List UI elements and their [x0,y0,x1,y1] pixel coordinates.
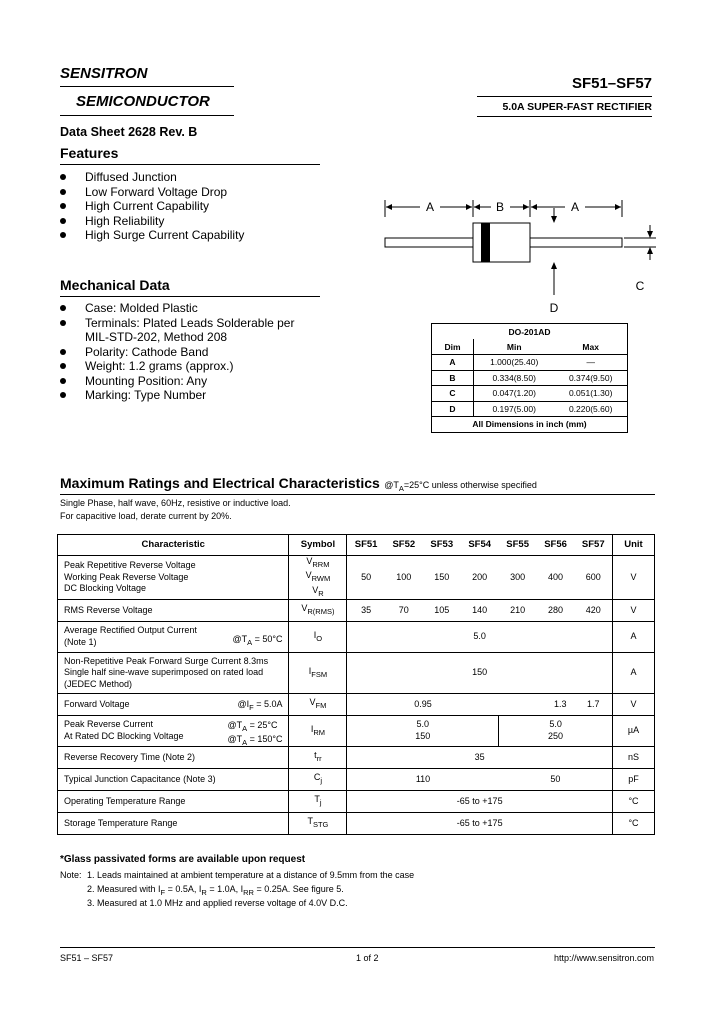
characteristic: Peak Reverse Current [64,719,154,730]
table-cell: 400 [537,556,575,600]
list-item: High Reliability [59,214,244,229]
note-text: @T [384,480,399,490]
table-cell: 50 [499,768,613,790]
ratings-line1: Single Phase, half wave, 60Hz, resistive or inductive load. [60,498,291,508]
symbol: V [312,584,319,595]
symbol: I [310,723,314,734]
characteristic: Single half sine-wave superimposed on rated load [64,667,264,678]
cond-rest: = 25°C [247,719,278,730]
cond-rest: = 150°C [247,734,283,745]
list-item: Marking: Type Number [59,388,294,403]
table-cell: µA [612,715,654,746]
ratings-table [57,534,655,835]
table-cell: A [612,621,654,652]
table-cell: C [432,386,474,402]
table-row [58,652,655,693]
table-cell: 5.0 [347,621,613,652]
value: 150 [415,730,431,741]
table-cell: 105 [423,599,461,621]
glass-note: *Glass passivated forms are available upon request [60,854,306,865]
table-cell: -65 to +175 [347,790,613,812]
table-row [58,812,655,834]
table-cell: 1.000(25.40) [474,355,555,371]
features-list [59,170,244,243]
characteristic: Reverse Recovery Time (Note 2) [58,746,289,768]
note-rest: =25°C unless otherwise specified [403,480,537,490]
table-cell: A [612,652,654,693]
dimensions-footer: All Dimensions in inch (mm) [432,417,628,433]
header-rule-right-2 [477,116,652,117]
header-rule-left-1 [60,86,234,87]
symbol: T [314,794,320,805]
table-cell [289,746,347,768]
table-cell: 70 [385,599,423,621]
list-item-text: Terminals: Plated Leads Solderable per [85,315,295,330]
table-cell: 0.047(1.20) [474,386,555,402]
list-item: Diffused Junction [59,170,244,185]
table-cell: 200 [461,556,499,600]
symbol: I [313,629,317,640]
table-row [58,621,655,652]
dim-label-c: C [635,279,645,293]
dim-label-b: B [495,200,505,214]
table-row [432,370,628,386]
mechanical-rule [60,296,320,297]
symbol: V [309,697,316,708]
table-cell: nS [612,746,654,768]
symbol: V [301,603,308,614]
symbol-sub: j [320,776,323,786]
symbol: C [313,772,321,783]
table-cell: pF [612,768,654,790]
cond-sub: A [242,737,248,747]
characteristic: Working Peak Reverse Voltage [64,571,189,582]
characteristic: Operating Temperature Range [58,790,289,812]
table-cell: 0.334(8.50) [474,370,555,386]
table-cell: 35 [347,599,385,621]
table-row [58,556,655,600]
symbol: I [308,665,312,676]
table-cell: 1.3 [499,693,575,715]
table-cell: A [432,355,474,371]
header-rule-right-1 [477,96,652,97]
cond-rest: = 50°C [252,633,283,644]
table-header: SF54 [468,539,492,551]
cond-sub: A [247,637,253,647]
note-2 [87,884,344,897]
table-cell: 600 [575,556,613,600]
characteristic: Average Rectified Output Current [64,625,197,636]
list-item: Mounting Position: Any [59,374,294,389]
symbol-sub: j [319,798,322,808]
table-cell [289,621,347,652]
characteristic: Non-Repetitive Peak Forward Surge Current 8.3ms [64,655,269,666]
table-header: SF53 [430,539,454,551]
cond-sub: F [249,702,254,712]
characteristic: (Note 1) [64,636,97,647]
table-row [58,790,655,812]
table-header: SF52 [392,539,416,551]
footer-url[interactable]: http://www.sensitron.com [553,953,654,963]
table-cell [289,715,347,746]
table-row [58,746,655,768]
list-item: High Surge Current Capability [59,228,244,243]
part-range: SF51–SF57 [571,75,652,92]
table-cell: 420 [575,599,613,621]
cond-text: @T [232,633,248,644]
table-row [432,386,628,402]
table-header: Unit [612,535,654,556]
list-item: Case: Molded Plastic [59,301,294,316]
symbol: V [306,556,313,566]
list-item: Polarity: Cathode Band [59,345,294,360]
table-cell [499,715,613,746]
characteristic: Peak Repetitive Reverse Voltage [64,560,196,571]
characteristic: Storage Temperature Range [58,812,289,834]
cond-rest: = 5.0A [253,698,283,709]
table-cell: 0.197(5.00) [474,401,555,417]
table-header: Max [582,341,599,352]
symbol-sub: R [318,588,324,598]
features-rule [60,164,320,165]
table-cell: 0.220(5.60) [554,401,627,417]
table-row [58,693,655,715]
symbol-sub: RRM [312,559,330,569]
company-name-line2: SEMICONDUCTOR [76,93,210,110]
characteristic: (JEDEC Method) [64,678,133,689]
value: 5.0 [416,719,430,730]
part-subtitle: 5.0A SUPER-FAST RECTIFIER [502,101,652,113]
symbol: T [307,816,313,827]
ratings-title-line [60,475,537,493]
list-item-text-cont: MIL-STD-202, Method 208 [85,330,228,344]
cond-text: @I [237,698,250,709]
table-header-row [58,535,655,556]
table-cell [289,812,347,834]
table-row [58,599,655,621]
table-cell: 210 [499,599,537,621]
list-item: High Current Capability [59,199,244,214]
ratings-line2: For capacitive load, derate current by 20%. [60,511,232,521]
table-row [58,768,655,790]
table-cell: -65 to +175 [347,812,613,834]
value: 250 [548,730,564,741]
note-3: 3. Measured at 1.0 MHz and applied reverse voltage of 4.0V D.C. [87,898,348,908]
features-title: Features [60,145,119,161]
symbol: V [305,570,312,581]
condition [227,720,282,749]
table-header: SF55 [506,539,529,551]
characteristic: RMS Reverse Voltage [58,599,289,621]
symbol-sub: O [316,633,323,643]
table-cell [289,790,347,812]
table-cell: 0.051(1.30) [554,386,627,402]
table-cell: 1.7 [575,693,613,715]
cond-text: @T [227,719,243,730]
company-name-line1: SENSITRON [60,65,148,82]
diode-outline-diagram [378,195,668,320]
footer-rule [60,947,655,948]
symbol-sub: STG [312,820,329,830]
table-cell: V [612,556,654,600]
note-sub: A [398,483,404,493]
note-2-text: = 0.25A. See figure 5. [253,884,344,894]
ratings-title: Maximum Ratings and Electrical Characteristics [60,475,380,491]
dim-label-a2: A [570,200,580,214]
note-sub: R [201,887,207,897]
table-row [432,355,628,371]
condition [237,699,282,713]
note-2-text: = 0.5A, I [165,884,202,894]
symbol-sub: FSM [311,669,328,679]
mechanical-title: Mechanical Data [60,277,170,293]
ratings-title-note [384,480,537,493]
datasheet-number: Data Sheet 2628 Rev. B [60,125,198,139]
cond-sub: A [242,723,248,733]
table-cell [289,652,347,693]
table-header: Dim [432,339,474,355]
dim-label-d: D [549,301,559,315]
table-cell: — [554,355,627,371]
package-name: DO-201AD [508,326,551,337]
mechanical-list [59,301,294,403]
table-cell: °C [612,812,654,834]
table-cell: 110 [347,768,499,790]
list-item: Low Forward Voltage Drop [59,185,244,200]
table-header: SF56 [544,539,567,551]
list-item [59,316,294,345]
cond-text: @T [227,734,243,745]
symbol: t [314,750,317,761]
note-sub: F [160,887,166,897]
table-cell: 150 [423,556,461,600]
symbol-sub: RM [313,727,326,737]
symbol-sub: RWM [311,574,331,584]
table-row [58,715,655,746]
symbol-sub: rr [316,754,322,764]
value: 5.0 [549,719,562,730]
table-cell: 0.374(9.50) [554,370,627,386]
table-header: Symbol [289,535,347,556]
table-cell: 35 [347,746,613,768]
table-cell: 0.95 [347,693,499,715]
list-item: Weight: 1.2 grams (approx.) [59,359,294,374]
header-rule-left-2 [60,115,234,116]
table-cell: B [432,370,474,386]
table-cell: 100 [385,556,423,600]
table-cell: 50 [347,556,385,600]
table-cell: D [432,401,474,417]
characteristic: Typical Junction Capacitance (Note 3) [58,768,289,790]
condition [232,634,282,648]
footer-page-number: 1 of 2 [356,953,379,963]
table-cell [58,556,289,600]
table-cell [347,715,499,746]
table-cell [289,599,347,621]
note-2-text: = 1.0A, I [206,884,244,894]
table-cell [58,715,289,746]
table-cell [58,652,289,693]
characteristic: DC Blocking Voltage [64,583,147,594]
characteristic: At Rated DC Blocking Voltage [64,730,184,741]
note-sub: RR [243,887,254,897]
note-1: 1. Leads maintained at ambient temperature at a distance of 9.5mm from the case [87,870,415,880]
table-cell [289,768,347,790]
table-row [432,401,628,417]
table-cell: 300 [499,556,537,600]
table-cell: °C [612,790,654,812]
notes-label: Note: [60,870,82,880]
table-cell: V [612,693,654,715]
table-cell: 140 [461,599,499,621]
table-cell: 150 [347,652,613,693]
table-cell: 280 [537,599,575,621]
table-header: Characteristic [58,535,289,556]
table-cell [58,693,289,715]
note-2-text: 2. Measured with I [87,884,161,894]
dimensions-table [431,323,628,433]
dim-label-a1: A [425,200,435,214]
symbol-sub: R(RMS) [307,607,335,617]
footer-left: SF51 – SF57 [60,953,114,963]
symbol-sub: FM [315,701,327,711]
table-cell [289,556,347,600]
table-header: SF57 [581,539,605,551]
table-cell [58,621,289,652]
table-cell: V [612,599,654,621]
ratings-rule [60,494,655,495]
table-header: SF51 [354,539,378,551]
characteristic: Forward Voltage [64,698,130,709]
table-header: Min [506,341,522,352]
table-cell [289,693,347,715]
